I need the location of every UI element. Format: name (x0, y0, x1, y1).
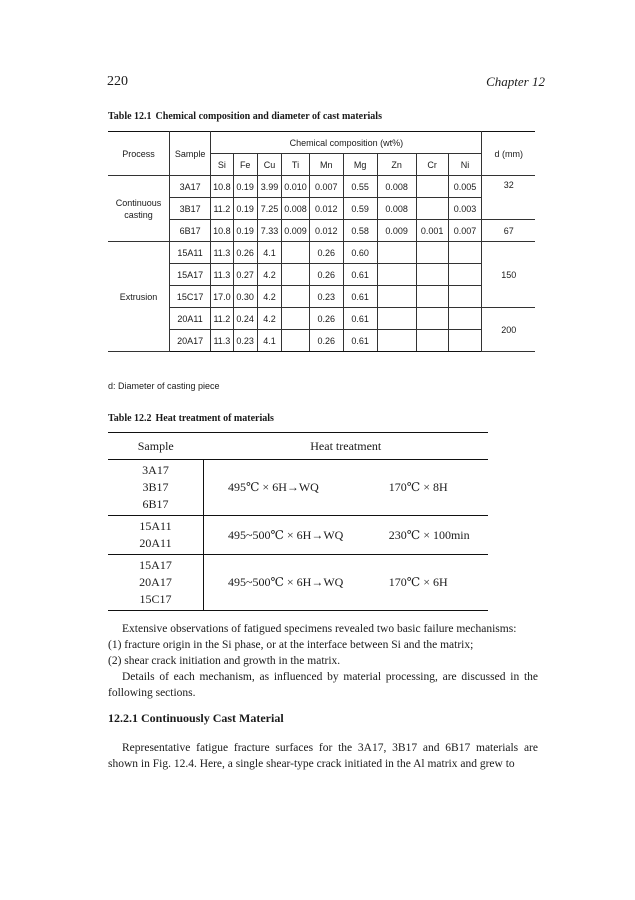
value-cell: 0.007 (448, 220, 482, 242)
value-cell: 0.23 (309, 286, 343, 308)
value-cell (377, 286, 416, 308)
value-cell: 0.003 (448, 198, 482, 220)
header-element: Si (211, 154, 233, 176)
value-cell: 0.009 (282, 220, 310, 242)
value-cell (377, 264, 416, 286)
sample-cell: 3B17 (142, 480, 169, 494)
header-element: Fe (233, 154, 257, 176)
sample-cell: 3A17 (142, 463, 169, 477)
value-cell: 0.26 (309, 330, 343, 352)
sample-cell: 15C17 (169, 286, 210, 308)
value-cell (448, 330, 482, 352)
table1-caption-text: Chemical composition and diameter of cast materials (155, 111, 382, 122)
value-cell: 0.23 (233, 330, 257, 352)
header-element: Cr (416, 154, 448, 176)
list-item: (2) shear crack initiation and growth in the matrix. (108, 655, 341, 667)
value-cell: 0.007 (309, 176, 343, 198)
value-cell: 0.24 (233, 308, 257, 330)
value-cell: 0.005 (448, 176, 482, 198)
aging-treatment-cell: 170℃ × 8H (369, 460, 488, 516)
header-process: Process (108, 132, 169, 176)
table-row (108, 286, 535, 308)
process-extrusion: Extrusion (108, 242, 169, 352)
header-chemical-composition: Chemical composition (wt%) (211, 132, 482, 154)
header-element: Mn (309, 154, 343, 176)
sample-cell: 6B17 (169, 220, 210, 242)
value-cell (416, 242, 448, 264)
table-row (108, 198, 535, 220)
value-cell: 0.19 (233, 220, 257, 242)
table-row (108, 264, 535, 286)
diameter-cell: 67 (482, 220, 535, 242)
running-head: Chapter 12 (486, 74, 545, 89)
value-cell: 0.010 (282, 176, 310, 198)
sample-group (108, 516, 204, 555)
sample-cell: 20A17 (139, 575, 172, 589)
sample-cell: 15A11 (139, 519, 172, 533)
header-element: Ti (282, 154, 310, 176)
value-cell: 0.009 (377, 220, 416, 242)
header-element: Cu (257, 154, 281, 176)
value-cell: 0.61 (343, 286, 377, 308)
value-cell: 11.3 (211, 264, 233, 286)
value-cell: 0.60 (343, 242, 377, 264)
value-cell: 10.8 (211, 220, 233, 242)
value-cell: 0.19 (233, 198, 257, 220)
value-cell: 0.001 (416, 220, 448, 242)
value-cell: 0.008 (282, 198, 310, 220)
value-cell: 11.3 (211, 242, 233, 264)
table-row (108, 516, 488, 555)
header-heat-treatment: Heat treatment (204, 433, 489, 460)
table-row (108, 220, 535, 242)
sample-cell: 20A17 (169, 330, 210, 352)
sample-cell: 20A11 (169, 308, 210, 330)
value-cell (377, 308, 416, 330)
header-diameter: d (mm) (482, 132, 535, 176)
value-cell (416, 330, 448, 352)
value-cell: 17.0 (211, 286, 233, 308)
table-row (108, 242, 535, 264)
value-cell: 0.59 (343, 198, 377, 220)
value-cell (416, 286, 448, 308)
value-cell: 0.012 (309, 198, 343, 220)
value-cell: 0.26 (309, 242, 343, 264)
value-cell: 0.008 (377, 176, 416, 198)
value-cell (448, 308, 482, 330)
value-cell (416, 264, 448, 286)
value-cell (282, 242, 310, 264)
table1-caption (108, 111, 382, 122)
value-cell: 0.61 (343, 308, 377, 330)
sample-cell: 15A11 (169, 242, 210, 264)
value-cell: 11.3 (211, 330, 233, 352)
value-cell: 11.2 (211, 308, 233, 330)
value-cell (448, 264, 482, 286)
heat-treatment-table (108, 432, 488, 611)
value-cell: 0.008 (377, 198, 416, 220)
process-continuous-casting: Continuous casting (108, 176, 169, 242)
header-element: Mg (343, 154, 377, 176)
sample-cell: 20A11 (139, 536, 172, 550)
paragraph: Details of each mechanism, as influenced by material processing, are discussed in the following sections. (108, 671, 538, 699)
page-number: 220 (107, 74, 128, 89)
table2-caption-text: Heat treatment of materials (155, 413, 274, 424)
value-cell: 0.27 (233, 264, 257, 286)
value-cell: 11.2 (211, 198, 233, 220)
diameter-cell: 150 (482, 242, 535, 308)
value-cell (416, 308, 448, 330)
paragraph: Representative fatigue fracture surfaces for the 3A17, 3B17 and 6B17 materials are shown in Fig. 12.4. Here, a single shear-type crack initiated in the Al matrix and grew to (108, 742, 538, 770)
table1-caption-number: Table 12.1 (108, 111, 152, 122)
value-cell (448, 286, 482, 308)
sample-cell: 3A17 (169, 176, 210, 198)
value-cell: 7.25 (257, 198, 281, 220)
sample-group (108, 460, 204, 516)
value-cell: 0.61 (343, 264, 377, 286)
aging-treatment-cell: 230℃ × 100min (369, 516, 488, 555)
value-cell: 0.55 (343, 176, 377, 198)
section-title: 12.2.1 Continuously Cast Material (108, 711, 284, 725)
value-cell: 0.30 (233, 286, 257, 308)
sample-cell: 15A17 (139, 558, 172, 572)
diameter-cell: 32 (482, 176, 535, 220)
body-paragraphs (108, 740, 538, 772)
paragraph: Extensive observations of fatigued specimens revealed two basic failure mechanisms: (122, 623, 517, 635)
table-row (108, 460, 488, 516)
table2-caption-number: Table 12.2 (108, 413, 152, 424)
body-paragraphs (108, 621, 538, 701)
value-cell: 3.99 (257, 176, 281, 198)
diameter-cell: 200 (482, 308, 535, 352)
table-row (108, 176, 535, 198)
header-element: Ni (448, 154, 482, 176)
table-row (108, 555, 488, 611)
value-cell: 4.2 (257, 308, 281, 330)
value-cell: 4.1 (257, 330, 281, 352)
sample-cell: 15A17 (169, 264, 210, 286)
value-cell (282, 286, 310, 308)
value-cell: 0.61 (343, 330, 377, 352)
value-cell: 0.58 (343, 220, 377, 242)
value-cell (416, 198, 448, 220)
value-cell (448, 242, 482, 264)
value-cell: 0.19 (233, 176, 257, 198)
header-sample: Sample (108, 433, 204, 460)
value-cell (282, 264, 310, 286)
table-row (108, 308, 535, 330)
solution-treatment-cell: 495~500℃ × 6H→WQ (204, 516, 369, 555)
sample-cell: 15C17 (139, 592, 172, 606)
value-cell: 0.26 (309, 264, 343, 286)
sample-cell: 6B17 (142, 497, 169, 511)
value-cell: 10.8 (211, 176, 233, 198)
header-element: Zn (377, 154, 416, 176)
list-item: (1) fracture origin in the Si phase, or at the interface between Si and the matrix; (108, 639, 474, 651)
value-cell (416, 176, 448, 198)
header-sample: Sample (169, 132, 210, 176)
value-cell (377, 242, 416, 264)
value-cell: 0.26 (309, 308, 343, 330)
value-cell: 4.1 (257, 242, 281, 264)
sample-cell: 3B17 (169, 198, 210, 220)
value-cell: 0.26 (233, 242, 257, 264)
solution-treatment-cell: 495℃ × 6H→WQ (204, 460, 369, 516)
table-row (108, 330, 535, 352)
value-cell: 4.2 (257, 286, 281, 308)
value-cell (282, 330, 310, 352)
sample-group (108, 555, 204, 611)
solution-treatment-cell: 495~500℃ × 6H→WQ (204, 555, 369, 611)
table2-caption (108, 413, 274, 424)
composition-table (108, 131, 535, 352)
value-cell: 7.33 (257, 220, 281, 242)
value-cell: 0.012 (309, 220, 343, 242)
value-cell (282, 308, 310, 330)
table1-footnote: d: Diameter of casting piece (108, 381, 220, 391)
value-cell: 4.2 (257, 264, 281, 286)
aging-treatment-cell: 170℃ × 6H (369, 555, 488, 611)
value-cell (377, 330, 416, 352)
